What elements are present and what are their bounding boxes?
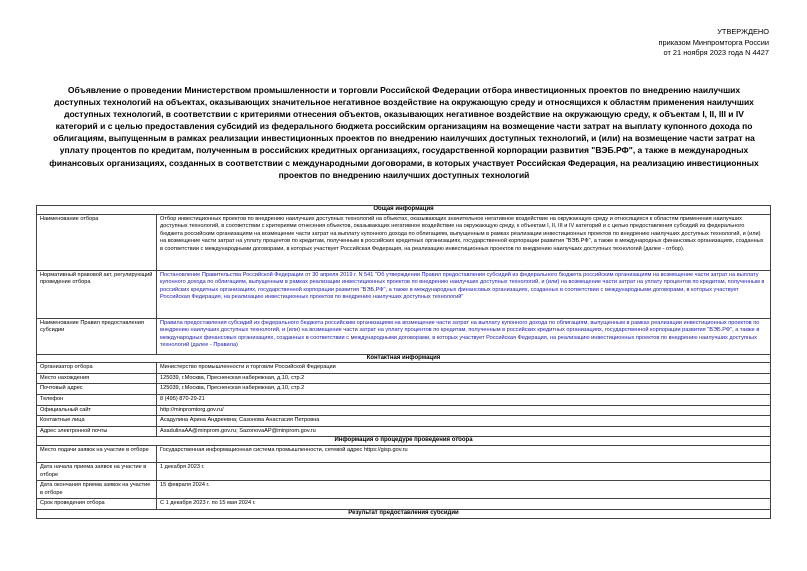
section-header-procedure [37,437,771,446]
table-row [37,462,771,480]
section-header-result [37,509,771,518]
table-row [37,445,771,462]
row-value: 125039, г.Москва, Пресненская набережная, д.10, стр.2 [157,384,771,395]
row-label: Место нахождения [37,373,157,384]
table-row [37,481,771,499]
row-value: 125039, г.Москва, Пресненская набережная, д.10, стр.2 [157,373,771,384]
row-label: Телефон [37,394,157,405]
row-label: Дата окончания приема заявок на участие в отборе [37,481,157,499]
table-row [37,363,771,374]
table-row [37,270,771,318]
row-value: 15 февраля 2024 г. [157,481,771,499]
section-header-contact [37,354,771,363]
row-value: 1 декабря 2023 г. [157,462,771,480]
row-label: Официальный сайт [37,405,157,416]
table-row [37,384,771,395]
section-header-general [37,206,771,215]
table-row [37,318,771,354]
section-title: Контактная информация [37,354,771,363]
row-label: Наименование Правил предоставления субсидии [37,318,157,354]
row-value: 8 (495) 870-29-21 [157,394,771,405]
row-label: Почтовый адрес [37,384,157,395]
row-value-link[interactable]: Правила предоставления субсидий из федерального бюджета российским организациям на возмещение части затрат на выплату купонного дохода по облигациям, выпущенным в рамках реализации инвестиционных проектов по внедрению наилучших доступных технологий, и (или) на возмещение части затрат на уплату процентов по кредитам, полученным в российских кредитных организациях, государственной корпорации развития "ВЭБ.РФ", а также в международных финансовых организациях, созданных в соответствии с международными договорами, в которых участвует Российская Федерация, на реализацию инвестиционных проектов по внедрению наилучших доступных технологий (далее - Правила) [157,318,771,354]
approval-line-1: УТВЕРЖДЕНО [717,27,769,36]
row-label: Срок проведения отбора [37,499,157,510]
approval-line-3: от 21 ноября 2023 года N 4427 [663,48,769,58]
row-label: Контактные лица [37,416,157,427]
row-label: Наименование отбора [37,214,157,270]
table-row [37,214,771,270]
table-row [37,373,771,384]
approval-stamp [659,27,769,59]
announcement-table [36,205,771,519]
section-title: Общая информация [37,206,771,215]
section-title: Результат предоставления субсидии [37,509,771,518]
table-row [37,416,771,427]
row-label: Место подачи заявок на участие в отборе [37,445,157,462]
row-value: С 1 декабря 2023 г. по 15 мая 2024 г. [157,499,771,510]
row-label: Организатор отбора [37,363,157,374]
table-row [37,426,771,437]
table-row [37,499,771,510]
section-title: Информация о процедуре проведения отбора [37,437,771,446]
document-title: Объявление о проведении Министерством промышленности и торговли Российской Федерации отбора инвестиционных проектов по внедрению наилучших доступных технологий на объектах, оказывающих значительное негативное воздействие на окружающую среду и относящихся к областям применения наилучших доступных технологий, в соответствии с критериями отнесения объектов, оказывающих негативное воздействие на окружающую среду, к объектам I, II, III и IV категорий и с целью предоставления субсидий из федерального бюджета российским организациям на возмещение части затрат на выплату купонного дохода по облигациям, выпущенным в рамках реализации инвестиционных проектов по внедрению наилучших доступных технологий, и (или) на возмещение части затрат на уплату процентов по кредитам, полученным в российских кредитных организациях, государственной корпорации развития "ВЭБ.РФ", а также в международных финансовых организациях, созданных в соответствии с международными договорами, в которых участвует Российская Федерация, на реализацию инвестиционных проектов по внедрению наилучших доступных технологий [49,85,759,180]
approval-line-2: приказом Минпромторга России [658,37,769,47]
row-value: Министерство промышленности и торговли Российской Федерации [157,363,771,374]
row-value: Государственная информационная система промышленности, сетевой адрес https://gisp.gov.ru [157,445,771,462]
row-label: Нормативный правовой акт, регулирующий проведение отбора [37,270,157,318]
row-label: Адрес электронной почты [37,426,157,437]
row-value-link[interactable]: Постановление Правительства Российской Федерации от 30 апреля 2019 г. N 541 "Об утверждении Правил предоставления субсидий из федерального бюджета российским организациям на возмещение части затрат на выплату купонного дохода по облигациям, выпущенным в рамках реализации инвестиционных проектов по внедрению наилучших доступных технологий, и (или) на возмещение части затрат на уплату процентов по кредитам, полученным в российских кредитных организациях, государственной корпорации развития "ВЭБ.РФ", а также в международных финансовых организациях, созданных в соответствии с международными договорами, в которых участвует Российская Федерация, на реализацию инвестиционных проектов по внедрению наилучших доступных технологий" [157,270,771,318]
row-value: AsadulinaAA@minprom.gov.ru; SazonovaAP@minprom.gov.ru [157,426,771,437]
row-value: http://minpromtorg.gov.ru/ [157,405,771,416]
row-value: Асадулина Арина Андреевна; Сазонова Анастасия Петровна [157,416,771,427]
table-row [37,405,771,416]
table-row [37,394,771,405]
row-value: Отбор инвестиционных проектов по внедрению наилучших доступных технологий на объектах, оказывающих значительное негативное воздействие на окружающую среду и относящихся к областям применения наилучших доступных технологий, в соответствии с критериями отнесения объектов, оказывающих негативное воздействие на окружающую среду, к объектам I, II, III и IV категорий и с целью предоставления субсидий из федерального бюджета российским организациям на возмещение части затрат на выплату купонного дохода по облигациям, выпущенным в рамках реализации инвестиционных проектов по внедрению наилучших доступных технологий, и (или) на возмещение части затрат на уплату процентов по кредитам, полученным в российских кредитных организациях, государственной корпорации развития "ВЭБ.РФ", а также в международных финансовых организациях, созданных в соответствии с международными договорами, в которых участвует Российская Федерация, на реализацию инвестиционных проектов по внедрению наилучших доступных технологий (далее - отбор). [157,214,771,270]
row-label: Дата начала приема заявок на участие в отборе [37,462,157,480]
